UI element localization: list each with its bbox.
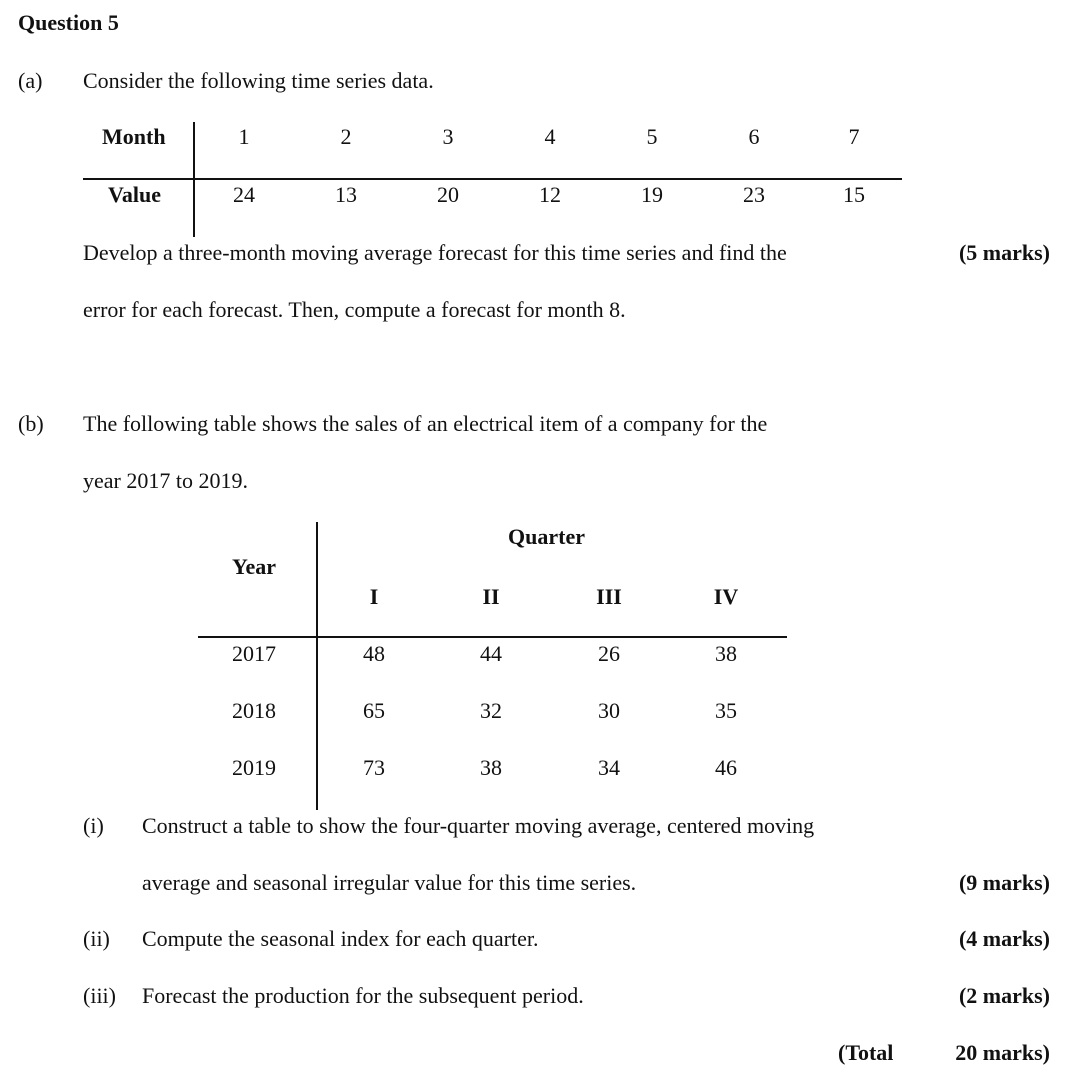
table2-horizontal-rule [198,636,787,638]
table1-value-cell: 19 [641,182,663,207]
table2-quarter-cell: IV [713,584,739,609]
part-a-intro: Consider the following time series data. [83,68,434,93]
table1-month-cell: 2 [340,124,352,149]
table1-value-cell: 12 [539,182,561,207]
table2-value-cell: 44 [480,641,502,666]
sub-iii-line1: Forecast the production for the subsequent period. [142,983,584,1008]
table2-quarter-cell: III [596,584,622,609]
table1-month-header: Month [102,124,166,149]
table2-value-cell: 32 [480,698,502,723]
part-b-label: (b) [18,411,44,436]
table1-month-cell: 1 [238,124,250,149]
table2-value-cell: 26 [598,641,620,666]
sub-ii-label: (ii) [83,926,110,951]
table1-month-cell: 3 [442,124,454,149]
table2-value-cell: 34 [598,755,620,780]
sub-i-marks: (9 marks) [958,870,1050,895]
table2-year-cell: 2019 [232,755,276,780]
table1-month-cell: 4 [544,124,556,149]
sub-ii-line1: Compute the seasonal index for each quarter. [142,926,539,951]
table2-quarter-cell: I [369,584,379,609]
table2-value-cell: 48 [363,641,385,666]
table1-value-cell: 20 [437,182,459,207]
sub-iii-label: (iii) [83,983,116,1008]
total-value: 20 marks) [955,1040,1050,1065]
table2-value-cell: 73 [363,755,385,780]
table2-value-cell: 30 [598,698,620,723]
table1-month-cell: 6 [748,124,760,149]
table2-value-cell: 35 [715,698,737,723]
part-a-marks: (5 marks) [958,240,1050,265]
table1-value-cell: 24 [233,182,255,207]
sub-ii-marks: (4 marks) [958,926,1050,951]
part-a-label: (a) [18,68,43,93]
table1-value-header: Value [108,182,161,207]
sub-i-label: (i) [83,813,104,838]
table1-value-cell: 15 [843,182,865,207]
total-label: (Total [838,1040,894,1065]
table2-value-cell: 38 [715,641,737,666]
table1-vertical-rule [193,122,195,237]
table2-year-cell: 2017 [232,641,276,666]
table2-value-cell: 46 [715,755,737,780]
table1-month-cell: 7 [848,124,860,149]
table2-quarter-header: Quarter [508,524,585,549]
part-b-intro-line1: The following table shows the sales of an electrical item of a company for the [83,411,768,436]
table2-year-cell: 2018 [232,698,276,723]
part-a-text-line2: error for each forecast. Then, compute a forecast for month 8. [83,297,626,322]
table1-month-cell: 5 [646,124,658,149]
sub-i-line2: average and seasonal irregular value for this time series. [142,870,637,895]
table1-value-cell: 13 [335,182,357,207]
table1-value-cell: 23 [743,182,765,207]
table2-year-header: Year [232,554,276,579]
table2-quarter-cell: II [482,584,500,609]
sub-iii-marks: (2 marks) [958,983,1050,1008]
table2-vertical-rule [316,522,318,810]
part-b-intro-line2: year 2017 to 2019. [83,468,248,493]
table2-value-cell: 38 [480,755,502,780]
question-title: Question 5 [18,10,119,35]
sub-i-line1: Construct a table to show the four-quarter moving average, centered moving [142,813,815,838]
table2-value-cell: 65 [363,698,385,723]
part-a-text-line1: Develop a three-month moving average forecast for this time series and find the [83,240,787,265]
table1-horizontal-rule [83,178,902,180]
